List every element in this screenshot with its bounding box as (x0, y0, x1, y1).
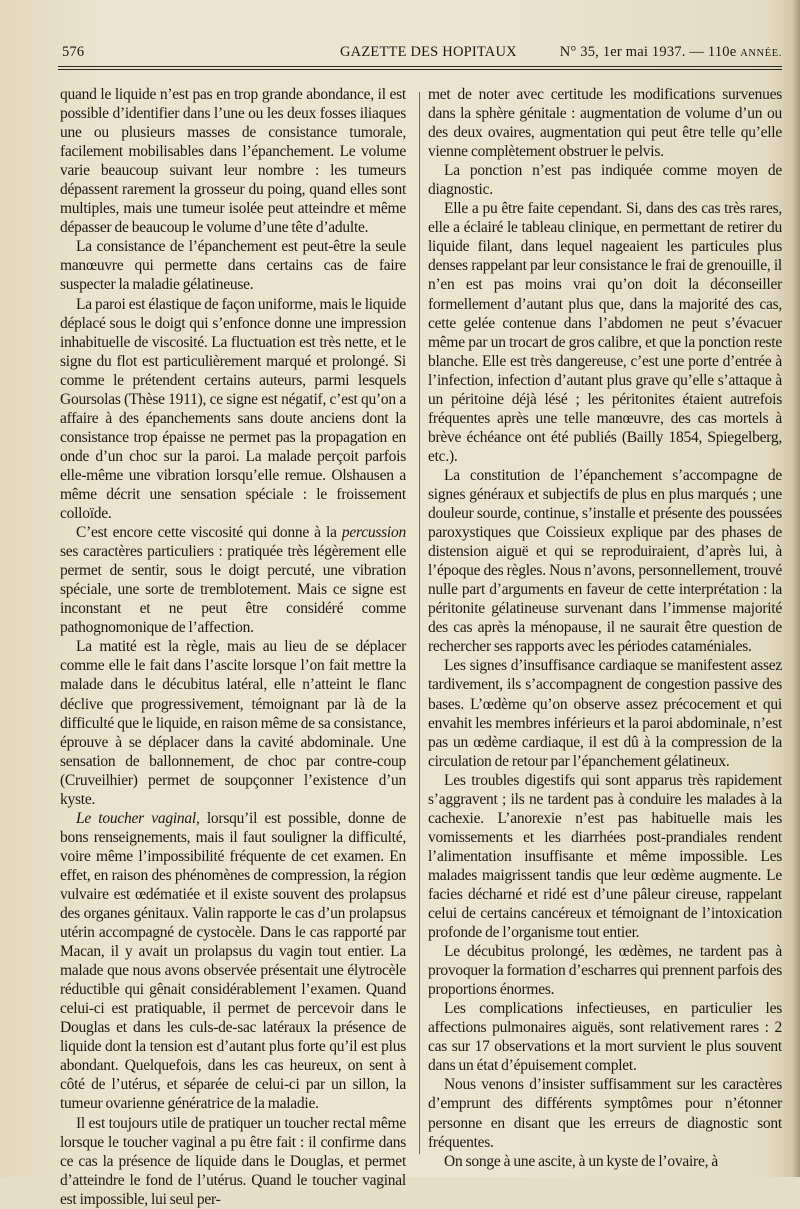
paragraph (60, 809, 406, 1114)
paragraph-text: C’est encore cette viscosité qui donne à la (76, 524, 342, 542)
paragraph-text: quand le liquide n’est pas en trop grande abondance, il est possible d’identifier dans l’une ou les deux fosses iliaques une ou plusieurs masses de consistance tumorale, facilement mobilisables dans l’épanchement. Le volume varie beaucoup suivant leur nombre : les tumeurs dépassent rarement la grosseur du poing, quand elles sont multiples, mais une tumeur isolée peut atteindre et même dépasser de beaucoup le volume d’une tête d’adulte. (60, 86, 406, 237)
page-number: 576 (62, 44, 85, 60)
paragraph (428, 656, 782, 770)
paragraph (428, 85, 782, 161)
paragraph-text: La paroi est élastique de façon uniforme, mais le liquide déplacé sous le doigt qui s’enfonce donne une impression inhabituelle de viscosité. La fluctuation est très nette, et le signe du flot est particulièrement marqué et prolongé. Si comme le prétendent certains auteurs, parmi lesquels Goursolas (Thèse 1911), ce signe est négatif, c’est qu’on a affaire à des épanchements sans doute anciens dont la consistance trop épaisse ne permet pas la propagation en onde d’un choc sur la paroi. La malade perçoit parfois elle-même une vibration lorsqu’elle remue. Olshausen a même décrit une sensation spéciale : le froissement colloïde. (60, 295, 406, 523)
paragraph (428, 1152, 782, 1171)
paragraph (60, 85, 406, 237)
paragraph (428, 199, 782, 466)
paragraph-text: La matité est la règle, mais au lieu de se déplacer comme elle le fait dans l’ascite lorsque l’on fait mettre la malade dans le décubitus latéral, elle n’atteint le flanc déclive que progressivement, témoignant par là de la difficulté que le liquide, en raison même de sa consistance, éprouve à se déplacer dans la cavité abdominale. Une sensation de ballonnement, de choc par contre-coup (Cruveilhier) permet de soupçonner l’existence d’un kyste. (60, 638, 406, 808)
paragraph (428, 466, 782, 656)
paragraph (428, 999, 782, 1075)
page-edge-shadow (792, 0, 800, 1177)
column-divider (419, 92, 420, 1154)
paragraph-text: La constitution de l’épanchement s’accompagne de signes généraux et subjectifs de plus en plus marqués ; une douleur sourde, continue, s’installe et présente des poussées paroxystiques que Coissieux explique par des phases de distension aiguë et qui se reproduiraient, d’après lui, à l’époque des règles. Nous n’avons, personnellement, trouvé nulle part d’arguments en faveur de cette interprétation : la péritonite gélatineuse survenant dans l’immense majorité des cas après la ménopause, il ne saurait être question de rechercher ses rapports avec les périodes cataméniales. (428, 466, 782, 656)
paragraph-text: lorsqu’il est possible, donne de bons renseignements, mais il faut souligner la difficulté, voire même l’impossibilité fréquente de cet examen. En effet, en raison des phénomènes de compression, la région vulvaire est œdématiée et il existe souvent des prolapsus des organes génitaux. Valin rapporte le cas d’un prolapsus utérin accompagné de cystocèle. Dans le cas rapporté par Macan, il y avait un prolapsus du vagin tout entier. La malade que nous avons observée présentait une élytrocèle réductible qui gênait considérablement l’examen. Quand celui-ci est pratiquable, il permet de percevoir dans le Douglas et dans les culs-de-sac latéraux la présence de liquide dont la tension est d’autant plus forte qu’il est plus abondant. Quelquefois, dans les cas heureux, on sent à côté de l’utérus, et séparée de celui-ci par un sillon, la tumeur ovarienne génératrice de la maladie. (60, 809, 407, 1113)
paragraph-text: On songe à une ascite, à un kyste de l’ovaire, à (444, 1152, 718, 1170)
paragraph (60, 295, 406, 524)
header-rule-bottom (58, 69, 782, 70)
paragraph (60, 637, 406, 808)
paragraph-text: La ponction n’est pas indiquée comme moyen de diagnostic. (428, 162, 782, 199)
paragraph-text: Le décubitus prolongé, les œdèmes, ne tardent pas à provoquer la formation d’escharres qui prennent parfois des proportions énormes. (428, 943, 782, 999)
paragraph-text: La consistance de l’épanchement est peut-être la seule manœuvre qui permette dans certains cas de faire suspecter la maladie gélatineuse. (60, 238, 406, 294)
page-header (62, 44, 782, 66)
paragraph-text: Elle a pu être faite cependant. Si, dans des cas très rares, elle a éclairé le tableau clinique, en permettant de retirer du liquide filant, dans lequel nageaient les particules plus denses rappelant par leur consistance le frai de grenouille, il n’en est pas moins vrai qu’on doit la déconseiller formellement d’autant plus que, dans la majorité des cas, cette gelée contenue dans l’abdomen ne peut s’évacuer même par un trocart de gros calibre, et que la ponction reste blanche. Elle est très dangereuse, c’est une porte d’entrée à l’infection, infection d’autant plus grave qu’elle s’attaque à un péritoine déjà lésé ; les péritonites étaient autrefois fréquentes après une telle manœuvre, des cas mortels à brève échéance ont été publiés (Bailly 1854, Spiegelberg, etc.). (428, 200, 782, 465)
paragraph (428, 942, 782, 999)
paragraph (428, 161, 782, 199)
italic-term: Le toucher vaginal, (76, 809, 200, 827)
header-rule-top (58, 66, 782, 67)
paragraph-text: Les complications infectieuses, en particulier les affections pulmonaires aiguës, sont relativement rares : 2 cas sur 17 observations et la mort survient le plus souvent dans un état d’épuisement complet. (428, 1000, 782, 1075)
paragraph-text: Il est toujours utile de pratiquer un toucher rectal même lorsque le toucher vaginal a pu être fait : il confirme dans ce cas la présence de liquide dans le Douglas, et permet d’atteindre le fond de l’utérus. Quand le toucher vaginal est impossible, lui seul per- (60, 1114, 406, 1208)
journal-title: GAZETTE DES HOPITAUX (340, 44, 517, 60)
italic-term: percussion (341, 524, 406, 542)
paragraph-text: Nous venons d’insister suffisamment sur les caractères d’emprunt des différents symptômes pour n’étonner personne en disant que les erreurs de diagnostic sont fréquentes. (428, 1076, 782, 1151)
paragraph-text: Les troubles digestifs qui sont apparus très rapidement s’aggravent ; ils ne tardent pas à conduire les malades à la cachexie. L’anorexie n’est pas habituelle mais les vomissements et les diarrhées post-prandiales rendent l’alimentation insuffisante et même impossible. Les malades maigrissent tandis que leur œdème augmente. Le facies décharné et ridé est d’une pâleur cireuse, rappelant celui de certains cancéreux et témoignant de l’intoxication profonde de l’organisme tout entier. (428, 771, 782, 942)
right-column (428, 85, 782, 1171)
paragraph-text: met de noter avec certitude les modifications survenues dans la sphère génitale : augmentation de volume d’un ou des deux ovaires, augmentation qui peut être telle qu’elle vienne complètement obstruer le pelvis. (428, 86, 782, 161)
left-column (60, 85, 406, 1209)
paragraph-text: Les signes d’insuffisance cardiaque se manifestent assez tardivement, ils s’accompagnent de congestion passive des bases. L’œdème qu’on observe assez précocement et qui envahit les membres inférieurs et la paroi abdominale, n’est pas un œdème cardiaque, il est dû à la compression de la circulation de retour par l’épanchement gélatineux. (428, 657, 782, 770)
paragraph-text: ses caractères particuliers : pratiquée très légèrement elle permet de sentir, sous le doigt percuté, une vibration spéciale, une sorte de tremblotement. Mais ce signe est inconstant et ne peut être considéré comme pathognomonique de l’affection. (60, 543, 406, 637)
issue-date (560, 44, 782, 61)
paragraph (60, 237, 406, 294)
issue-main: N° 35, 1er mai 1937. — 110e (559, 44, 741, 60)
paragraph (428, 1075, 782, 1151)
paragraph (428, 771, 782, 942)
paragraph (60, 1114, 406, 1209)
issue-year-word: ANNÉE. (740, 48, 782, 59)
paragraph (60, 523, 406, 637)
